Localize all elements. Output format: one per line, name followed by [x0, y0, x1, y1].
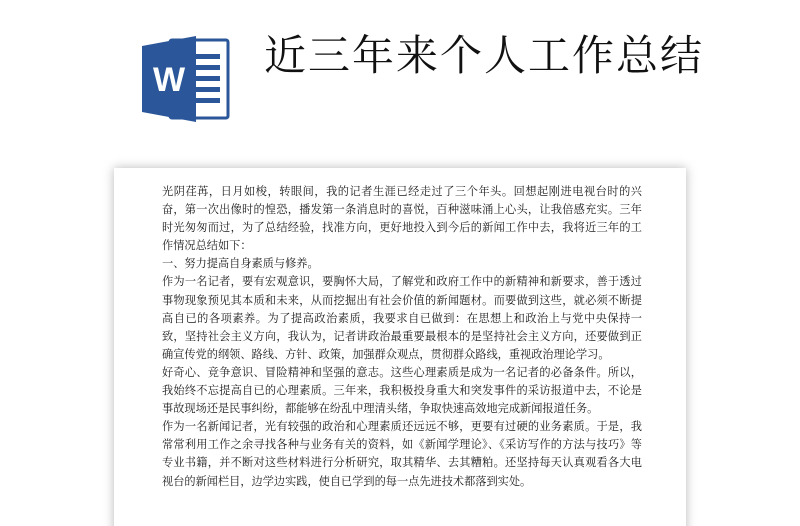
document-paragraph: 好奇心、竞争意识、冒险精神和坚强的意志。这些心理素质是成为一名记者的必备条件。所以，我始终不忘提高自已的心理素质。三年来，我积极投身重大和突发事件的采访报道中去，不论是事故现场还是民事纠纷，都能够在纷乱中理清头绪，争取快速高效地完成新闻报道任务。 [162, 365, 642, 416]
section-heading: 一、努力提高自身素质与修养。 [162, 257, 319, 271]
document-paragraph: 光阴荏苒，日月如梭，转眼间，我的记者生涯已经走过了三个年头。回想起刚进电视台时的兴奋，第一次出像时的惶恐，播发第一条消息时的喜悦，百种滋味涌上心头，让我倍感充实。三年时光匆匆而过，为了总结经验，找准方向，更好地投入到今后的新闻工作中去，我将近三年的工作情况总结如下： [162, 185, 642, 253]
document-paragraph: 作为一名记者，要有宏观意识，要胸怀大局，了解党和政府工作中的新精神和新要求，善于透过事物现象预见其本质和未来，从而挖掘出有社会价值的新闻题材。而要做到这些，就必须不断提高自已的各项素养。为了提高政治素质，我要求自已做到：在思想上和政治上与党中央保持一致，坚持社会主义方向，我认为，记者讲政治最重要最根本的是坚持社会主义方向，还要做到正确宣传党的纲领、路线、方针、政策，加强群众观点，贯彻群众路线，重视政治理论学习。 [162, 275, 642, 361]
document-body [162, 183, 642, 491]
document-paragraph: 作为一名新闻记者，光有较强的政治和心理素质还远远不够，更要有过硬的业务素质。于是，我常常利用工作之余寻找各种与业务有关的资料，如《新闻学理论》、《采访写作的方法与技巧》等专业书籍，并不断对这些材料进行分析研究，取其精华、去其糟粕。还坚持每天认真观看各大电视台的新闻栏目，边学边实践，使自已学到的每一点先进技术都落到实处。 [162, 420, 642, 488]
word-icon-letter: W [152, 61, 186, 99]
page-title: 近三年来个人工作总结 [264, 31, 705, 80]
word-document-icon [140, 34, 232, 124]
